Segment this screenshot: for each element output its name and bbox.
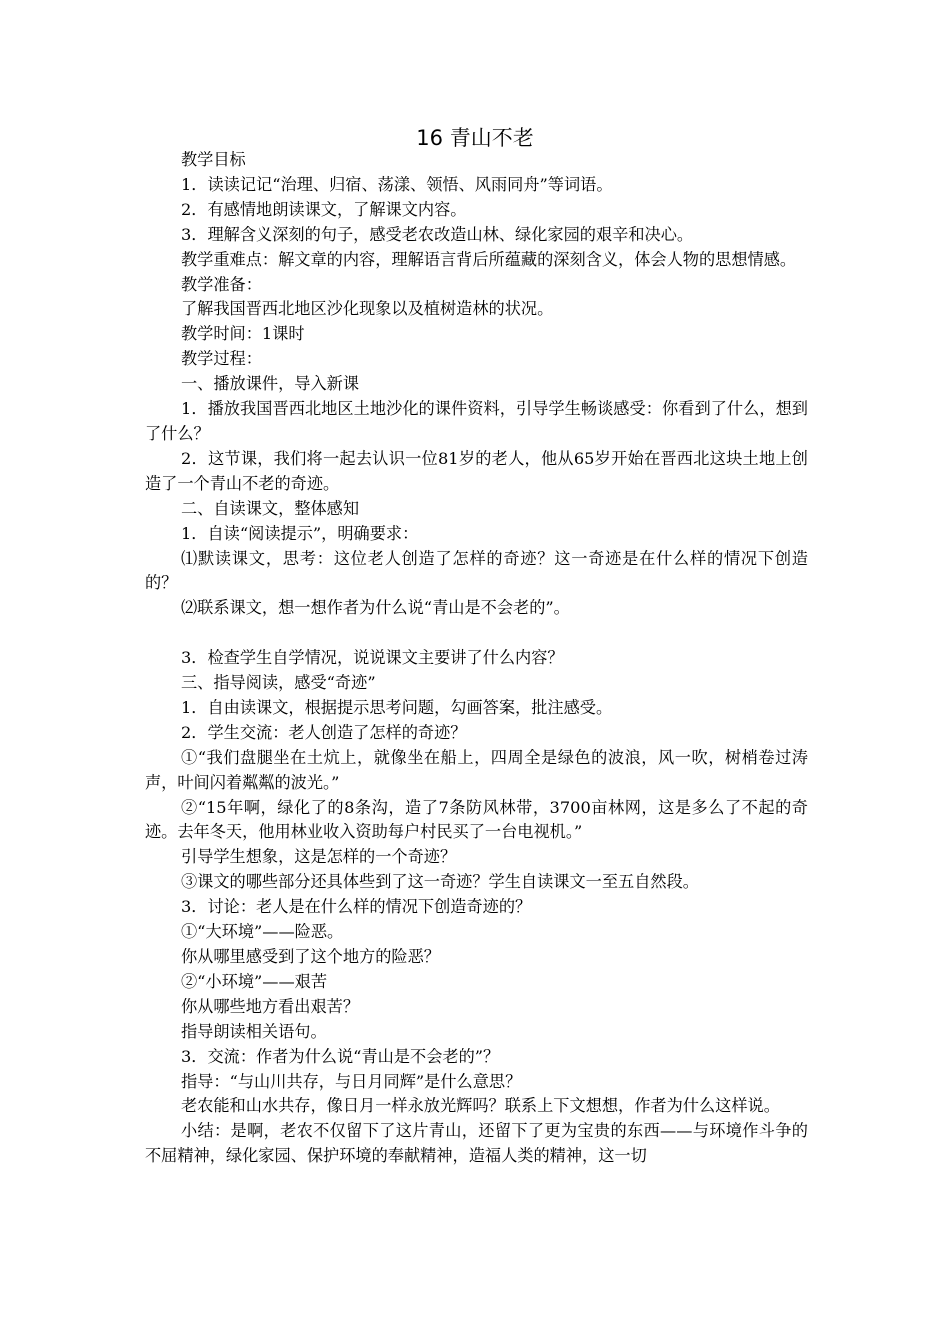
paragraph: ③课文的哪些部分还具体些到了这一奇迹？学生自读课文一至五自然段。 xyxy=(181,872,699,892)
paragraph: 1．读读记记“治理、归宿、荡漾、领悟、风雨同舟”等词语。 xyxy=(181,174,613,194)
paragraph: 教学过程： xyxy=(181,349,262,369)
document-body xyxy=(145,148,808,1169)
paragraph: 三、指导阅读，感受“奇迹” xyxy=(181,673,376,693)
paragraph: ②“小环境”——艰苦 xyxy=(181,971,328,991)
paragraph: 教学重难点：解文章的内容，理解语言背后所蕴藏的深刻含义，体会人物的思想情感。 xyxy=(181,249,797,269)
paragraph: 指导：“与山川共存，与日月同辉”是什么意思？ xyxy=(181,1071,522,1091)
paragraph: 指导朗读相关语句。 xyxy=(181,1021,327,1041)
paragraph: 老农能和山水共存，像日月一样永放光辉吗？联系上下文想想，作者为什么这样说。 xyxy=(181,1096,780,1116)
paragraph: ②“15年啊，绿化了的8条沟，造了7条防风林带，3700亩林网，这是多么了不起的奇迹。去年冬天，他用林业收入资助每户村民买了一台电视机。” xyxy=(145,797,808,842)
document-title: 16 青山不老 xyxy=(416,126,534,150)
paragraph: ⑵联系课文，想一想作者为什么说“青山是不会老的”。 xyxy=(181,598,570,618)
paragraph: 1．自由读课文，根据提示思考问题，勾画答案，批注感受。 xyxy=(181,697,613,717)
blank-line xyxy=(145,621,808,646)
paragraph: 2．学生交流：老人创造了怎样的奇迹？ xyxy=(181,722,467,742)
paragraph: ①“我们盘腿坐在土炕上，就像坐在船上，四周全是绿色的波浪，风一吹，树梢卷过涛声，叶间闪着粼粼的波光。” xyxy=(145,747,808,792)
paragraph: 你从哪里感受到了这个地方的险恶？ xyxy=(181,946,440,966)
paragraph: ⑴默读课文，思考：这位老人创造了怎样的奇迹？这一奇迹是在什么样的情况下创造的？ xyxy=(145,548,808,593)
paragraph: 1．自读“阅读提示”，明确要求： xyxy=(181,523,419,543)
paragraph: 3．讨论：老人是在什么样的情况下创造奇迹的？ xyxy=(181,897,532,917)
paragraph: 你从哪些地方看出艰苦？ xyxy=(181,996,360,1016)
paragraph: 3．理解含义深刻的句子，感受老农改造山林、绿化家园的艰辛和决心。 xyxy=(181,224,694,244)
paragraph: 引导学生想象，这是怎样的一个奇迹？ xyxy=(181,847,457,867)
paragraph: 二、自读课文，整体感知 xyxy=(181,498,360,518)
paragraph: 教学目标 xyxy=(181,150,246,169)
paragraph: 了解我国晋西北地区沙化现象以及植树造林的状况。 xyxy=(181,299,554,319)
paragraph: 3．检查学生自学情况，说说课文主要讲了什么内容？ xyxy=(181,648,564,668)
paragraph: 2．有感情地朗读课文，了解课文内容。 xyxy=(181,199,467,219)
paragraph: 一、播放课件，导入新课 xyxy=(181,374,360,394)
paragraph: 小结：是啊，老农不仅留下了这片青山，还留下了更为宝贵的东西——与环境作斗争的不屈精神，绿化家园、保护环境的奉献精神，造福人类的精神，这一切 xyxy=(145,1121,808,1166)
paragraph: 2．这节课，我们将一起去认识一位81岁的老人，他从65岁开始在晋西北这块土地上创造了一个青山不老的奇迹。 xyxy=(145,448,808,493)
paragraph: 教学准备： xyxy=(181,274,262,294)
paragraph: ①“大环境”——险恶。 xyxy=(181,922,344,942)
paragraph: 1．播放我国晋西北地区土地沙化的课件资料，引导学生畅谈感受：你看到了什么，想到了什么？ xyxy=(145,399,808,443)
paragraph: 教学时间：1课时 xyxy=(181,324,305,344)
paragraph: 3．交流：作者为什么说“青山是不会老的”？ xyxy=(181,1046,500,1066)
